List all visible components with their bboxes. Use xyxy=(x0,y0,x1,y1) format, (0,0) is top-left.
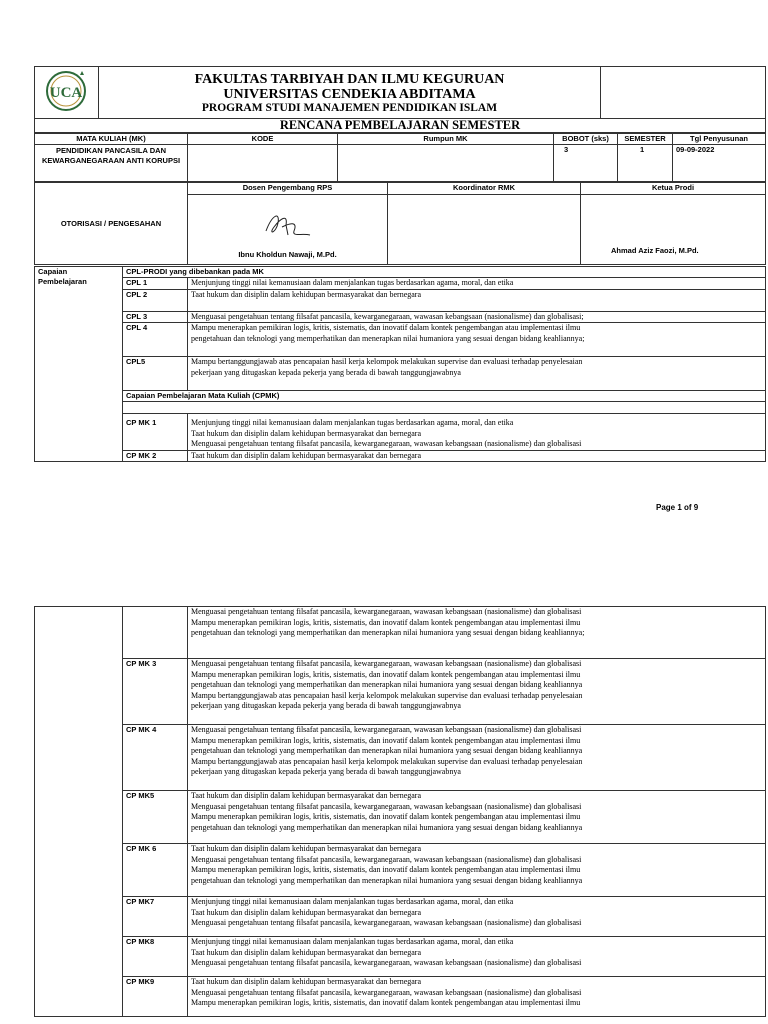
page-number: Page 1 of 9 xyxy=(656,503,699,512)
cpmk-code: CP MK 2 xyxy=(123,450,188,462)
cpmk-code xyxy=(123,607,188,659)
course-kode xyxy=(188,145,338,182)
cpl-code: CPL 3 xyxy=(123,311,188,323)
document-title: RENCANA PEMBELAJARAN SEMESTER xyxy=(35,119,766,133)
cpmk-code: CP MK 4 xyxy=(123,725,188,791)
cpl-header: CPL-PRODI yang dibebankan pada MK xyxy=(123,267,766,278)
cpmk-code: CP MK 3 xyxy=(123,659,188,725)
university-name: UNIVERSITAS CENDEKIA ABDITAMA xyxy=(223,87,476,102)
cpl-code: CPL 4 xyxy=(123,323,188,357)
course-bobot: 3 xyxy=(554,145,618,182)
dosen-name: Ibnu Kholdun Nawaji, M.Pd. xyxy=(238,250,337,259)
cpmk-text: Taat hukum dan disiplin dalam kehidupan bermasyarakat dan bernegara Menguasai pengetahuan tentang filsafat pancasila, kewarganegaraan, wawasan kebangsaan (nasionalisme) dan globalisasi Mampu menerapkan pemikiran logis, kritis, sistematis, dan inovatif dalam kontek pengembangan atau implementasi ilmu xyxy=(188,977,766,1017)
dosen-signature-cell xyxy=(188,195,388,265)
capaian-label-line1: Capaian xyxy=(38,267,68,276)
header-title-cell xyxy=(99,67,601,119)
cpl-code: CPL5 xyxy=(123,357,188,391)
course-rumpun xyxy=(338,145,554,182)
cpmk-text: Menjunjung tinggi nilai kemanusiaan dalam menjalankan tugas berdasarkan agama, moral, dan etika Taat hukum dan disiplin dalam kehidupan bermasyarakat dan bernegara Menguasai pengetahuan tentang filsafat pancasila, kewarganegaraan, wawasan kebangsaan (nasionalisme) dan globalisasi xyxy=(188,937,766,977)
cpmk-code: CP MK8 xyxy=(123,937,188,977)
cpmk-text: Menguasai pengetahuan tentang filsafat pancasila, kewarganegaraan, wawasan kebangsaan (nasionalisme) dan globalisasi Mampu menerapkan pemikiran logis, kritis, sistematis, dan inovatif dalam kontek pengembangan atau implementasi ilmu pengetahuan dan teknologi yang memperhatikan dan menerapkan nilai humaniora yang sesuai dengan bidang keahliannya Mampu bertanggungjawab atas pencapaian hasil kerja kelompok melakukan supervise dan evaluasi terhadap penyelesaian pekerjaan yang ditugaskan kepada pekerja yang berada di bawah tanggungjawabnya xyxy=(188,659,766,725)
course-name: PENDIDIKAN PANCASILA DAN KEWARGANEGARAAN ANTI KORUPSI xyxy=(35,145,188,182)
cpmk-header: Capaian Pembelajaran Mata Kuliah (CPMK) xyxy=(123,391,766,402)
header-empty-cell xyxy=(601,67,766,119)
cpl-text: Menjunjung tinggi nilai kemanusiaan dalam menjalankan tugas berdasarkan agama, moral, dan etika xyxy=(188,278,766,290)
cpmk-text: Taat hukum dan disiplin dalam kehidupan bermasyarakat dan bernegara Menguasai pengetahuan tentang filsafat pancasila, kewarganegaraan, wawasan kebangsaan (nasionalisme) dan globalisasi Mampu menerapkan pemikiran logis, kritis, sistematis, dan inovatif dalam kontek pengembangan atau implementasi ilmu pengetahuan dan teknologi yang memperhatikan dan menerapkan nilai humaniora yang sesuai dengan bidang keahliannya xyxy=(188,844,766,897)
cpl-text: Menguasai pengetahuan tentang filsafat pancasila, kewarganegaraan, wawasan kebangsaan (nasionalisme) dan globalisasi; xyxy=(188,311,766,323)
cpl-code: CPL 2 xyxy=(123,289,188,311)
kaprodi-name: Ahmad Aziz Faozi, M.Pd. xyxy=(611,246,699,255)
university-logo-icon xyxy=(44,69,90,113)
kaprodi-header: Ketua Prodi xyxy=(581,183,766,195)
otorisasi-label: OTORISASI / PENGESAHAN xyxy=(35,183,188,265)
course-info-table xyxy=(34,133,766,182)
header-table xyxy=(34,66,766,133)
cpmk-text: Menjunjung tinggi nilai kemanusiaan dalam menjalankan tugas berdasarkan agama, moral, dan etika Taat hukum dan disiplin dalam kehidupan bermasyarakat dan bernegara Menguasai pengetahuan tentang filsafat pancasila, kewarganegaraan, wawasan kebangsaan (nasionalisme) dan globalisasi xyxy=(188,897,766,937)
cpl-text: Mampu menerapkan pemikiran logis, kritis, sistematis, dan inovatif dalam kontek pengembangan atau implementasi ilmu pengetahuan dan teknologi yang memperhatikan dan menerapkan nilai humaniora yang sesuai dengan bidang keahliannya; xyxy=(188,323,766,357)
course-semester: 1 xyxy=(618,145,673,182)
cpmk-text: Taat hukum dan disiplin dalam kehidupan bermasyarakat dan bernegara xyxy=(188,450,766,462)
course-tgl: 09-09-2022 xyxy=(673,145,766,182)
koordinator-header: Koordinator RMK xyxy=(388,183,581,195)
page2-table xyxy=(34,606,766,1017)
cpmk-code: CP MK5 xyxy=(123,791,188,844)
cpl-text: Mampu bertanggungjawab atas pencapaian hasil kerja kelompok melakukan supervise dan evaluasi terhadap penyelesaian pekerjaan yang ditugaskan kepada pekerja yang berada di bawah tanggungjawabnya xyxy=(188,357,766,391)
header-kode: KODE xyxy=(188,134,338,145)
cpl-code: CPL 1 xyxy=(123,278,188,290)
signature-image xyxy=(258,207,318,243)
koordinator-signature-cell xyxy=(388,195,581,265)
capaian-label-line2: Pembelajaran xyxy=(38,277,87,286)
cpmk-code: CP MK 1 xyxy=(123,414,188,451)
cpmk-code: CP MK7 xyxy=(123,897,188,937)
cpl-text: Taat hukum dan disiplin dalam kehidupan bermasyarakat dan bernegara xyxy=(188,289,766,311)
header-tgl: Tgl Penyusunan xyxy=(673,134,766,145)
cpmk-text: Menguasai pengetahuan tentang filsafat pancasila, kewarganegaraan, wawasan kebangsaan (nasionalisme) dan globalisasi Mampu menerapkan pemikiran logis, kritis, sistematis, dan inovatif dalam kontek pengembangan atau implementasi ilmu pengetahuan dan teknologi yang memperhatikan dan menerapkan nilai humaniora yang sesuai dengan bidang keahliannya Mampu bertanggungjawab atas pencapaian hasil kerja kelompok melakukan supervise dan evaluasi terhadap penyelesaian pekerjaan yang ditugaskan kepada pekerja yang berada di bawah tanggungjawabnya xyxy=(188,725,766,791)
svg-text:UCA: UCA xyxy=(49,85,82,101)
capaian-table xyxy=(34,266,766,462)
logo-cell xyxy=(35,67,99,119)
cpmk-text: Menjunjung tinggi nilai kemanusiaan dalam menjalankan tugas berdasarkan agama, moral, dan etika Taat hukum dan disiplin dalam kehidupan bermasyarakat dan bernegara Menguasai pengetahuan tentang filsafat pancasila, kewarganegaraan, wawasan kebangsaan (nasionalisme) dan globalisasi xyxy=(188,414,766,451)
dosen-header: Dosen Pengembang RPS xyxy=(188,183,388,195)
page2-left-cell xyxy=(35,607,123,1017)
faculty-name: FAKULTAS TARBIYAH DAN ILMU KEGURUAN xyxy=(194,72,505,87)
header-semester: SEMESTER xyxy=(618,134,673,145)
otorisasi-table xyxy=(34,182,766,265)
cpmk-text: Menguasai pengetahuan tentang filsafat pancasila, kewarganegaraan, wawasan kebangsaan (nasionalisme) dan globalisasi Mampu menerapkan pemikiran logis, kritis, sistematis, dan inovatif dalam kontek pengembangan atau implementasi ilmu pengetahuan dan teknologi yang memperhatikan dan menerapkan nilai humaniora yang sesuai dengan bidang keahliannya; xyxy=(188,607,766,659)
cpmk-text: Taat hukum dan disiplin dalam kehidupan bermasyarakat dan bernegara Menguasai pengetahuan tentang filsafat pancasila, kewarganegaraan, wawasan kebangsaan (nasionalisme) dan globalisasi Mampu menerapkan pemikiran logis, kritis, sistematis, dan inovatif dalam kontek pengembangan atau implementasi ilmu pengetahuan dan teknologi yang memperhatikan dan menerapkan nilai humaniora yang sesuai dengan bidang keahliannya xyxy=(188,791,766,844)
header-rumpun: Rumpun MK xyxy=(338,134,554,145)
header-bobot: BOBOT (sks) xyxy=(554,134,618,145)
cpmk-code: CP MK 6 xyxy=(123,844,188,897)
program-name: PROGRAM STUDI MANAJEMEN PENDIDIKAN ISLAM xyxy=(201,102,498,114)
spacer-row xyxy=(123,402,766,414)
capaian-label xyxy=(35,267,123,462)
header-mata-kuliah: MATA KULIAH (MK) xyxy=(35,134,188,145)
cpmk-code: CP MK9 xyxy=(123,977,188,1017)
kaprodi-signature-cell xyxy=(581,195,766,265)
